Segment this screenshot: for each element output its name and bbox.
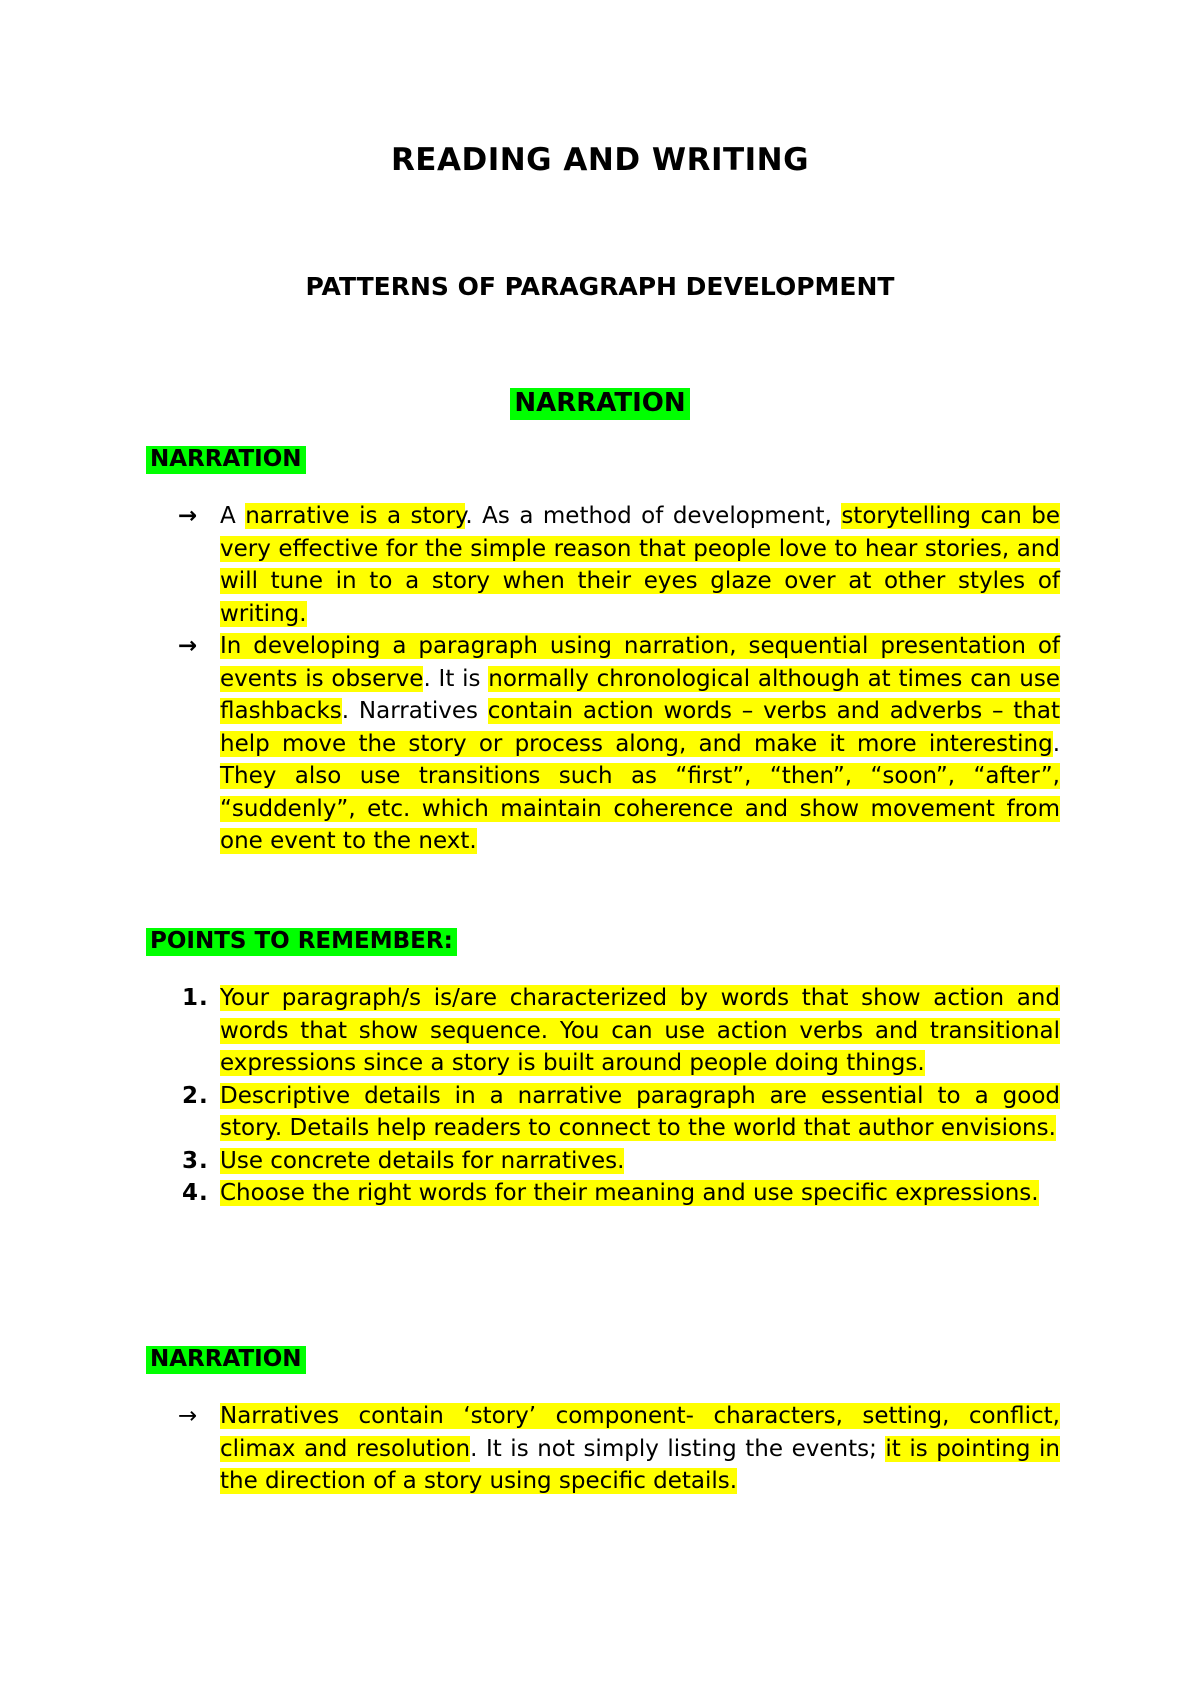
section2-heading-text: POINTS TO REMEMBER: — [146, 928, 457, 956]
highlighted-text: storytelling can be very effective for the simple reason that people love to hear stories, and will tune in to a story when their eyes glaze over at other styles of writing. — [220, 503, 1060, 627]
list-number: 2. — [182, 1082, 209, 1109]
text-segment: . It is not simply listing the events; — [470, 1435, 886, 1462]
highlighted-text: narrative is a story — [245, 503, 466, 529]
list-item — [146, 1080, 1060, 1145]
document-title: READING AND WRITING — [390, 142, 810, 178]
highlighted-text: it is pointing in the direction of a story using specific details. — [220, 1435, 1061, 1494]
text-segment: . As a method of development, — [465, 503, 842, 529]
list-number: 4. — [182, 1180, 209, 1206]
list-item — [146, 1145, 1060, 1178]
text-segment: . — [1052, 730, 1060, 757]
highlighted-text: contain action words – verbs and adverbs – that help move the story or process along, and make it more interesting — [220, 698, 1060, 757]
highlighted-text: Use concrete details for narratives. — [220, 1147, 625, 1174]
highlighted-text: They also use transitions such as “first”, “then”, “soon”, “after”, “suddenly”, etc. which maintain coherence and show movement from one event to the next. — [220, 763, 1060, 854]
right-arrow-icon: → — [178, 1403, 198, 1429]
section3-heading-text: NARRATION — [146, 1346, 306, 1374]
section2-heading — [146, 928, 457, 954]
highlighted-text: Your paragraph/s is/are characterized by words that show action and words that show sequence. You can use action verbs and transitional expressions since a story is built around people doing things. — [220, 985, 1060, 1076]
highlighted-text: Choose the right words for their meaning and use specific expressions. — [220, 1180, 1039, 1206]
list-number: 3. — [182, 1147, 209, 1174]
document-subtitle: PATTERNS OF PARAGRAPH DEVELOPMENT — [305, 272, 895, 301]
list-item — [146, 982, 1060, 1080]
text-segment: . Narratives — [341, 698, 488, 724]
right-arrow-icon: → — [178, 633, 198, 659]
section1-heading-text: NARRATION — [146, 446, 306, 474]
text-segment: . It is — [423, 665, 489, 692]
list-item — [146, 500, 1060, 630]
center-heading — [0, 388, 1200, 418]
center-heading-text: NARRATION — [510, 388, 689, 420]
section3-heading — [146, 1346, 306, 1372]
section2-list — [146, 982, 1060, 1210]
section1-heading — [146, 446, 306, 472]
section1-list — [146, 500, 1060, 858]
highlighted-text: Narratives contain ‘story’ component- characters, setting, conflict, climax and resolution — [220, 1403, 1060, 1462]
right-arrow-icon: → — [178, 503, 198, 529]
list-number: 1. — [182, 985, 209, 1011]
highlighted-text: In developing a paragraph using narration, sequential presentation of events is observe — [220, 633, 1060, 692]
section3-list — [146, 1400, 1060, 1498]
highlighted-text: Descriptive details in a narrative paragraph are essential to a good story. Details help readers to connect to the world that author envisions. — [220, 1082, 1060, 1141]
list-item — [146, 630, 1060, 858]
text-segment: A — [220, 503, 246, 529]
highlighted-text: normally chronological although at times can use flashbacks — [220, 665, 1061, 724]
list-item — [146, 1400, 1060, 1498]
list-item — [146, 1177, 1060, 1210]
